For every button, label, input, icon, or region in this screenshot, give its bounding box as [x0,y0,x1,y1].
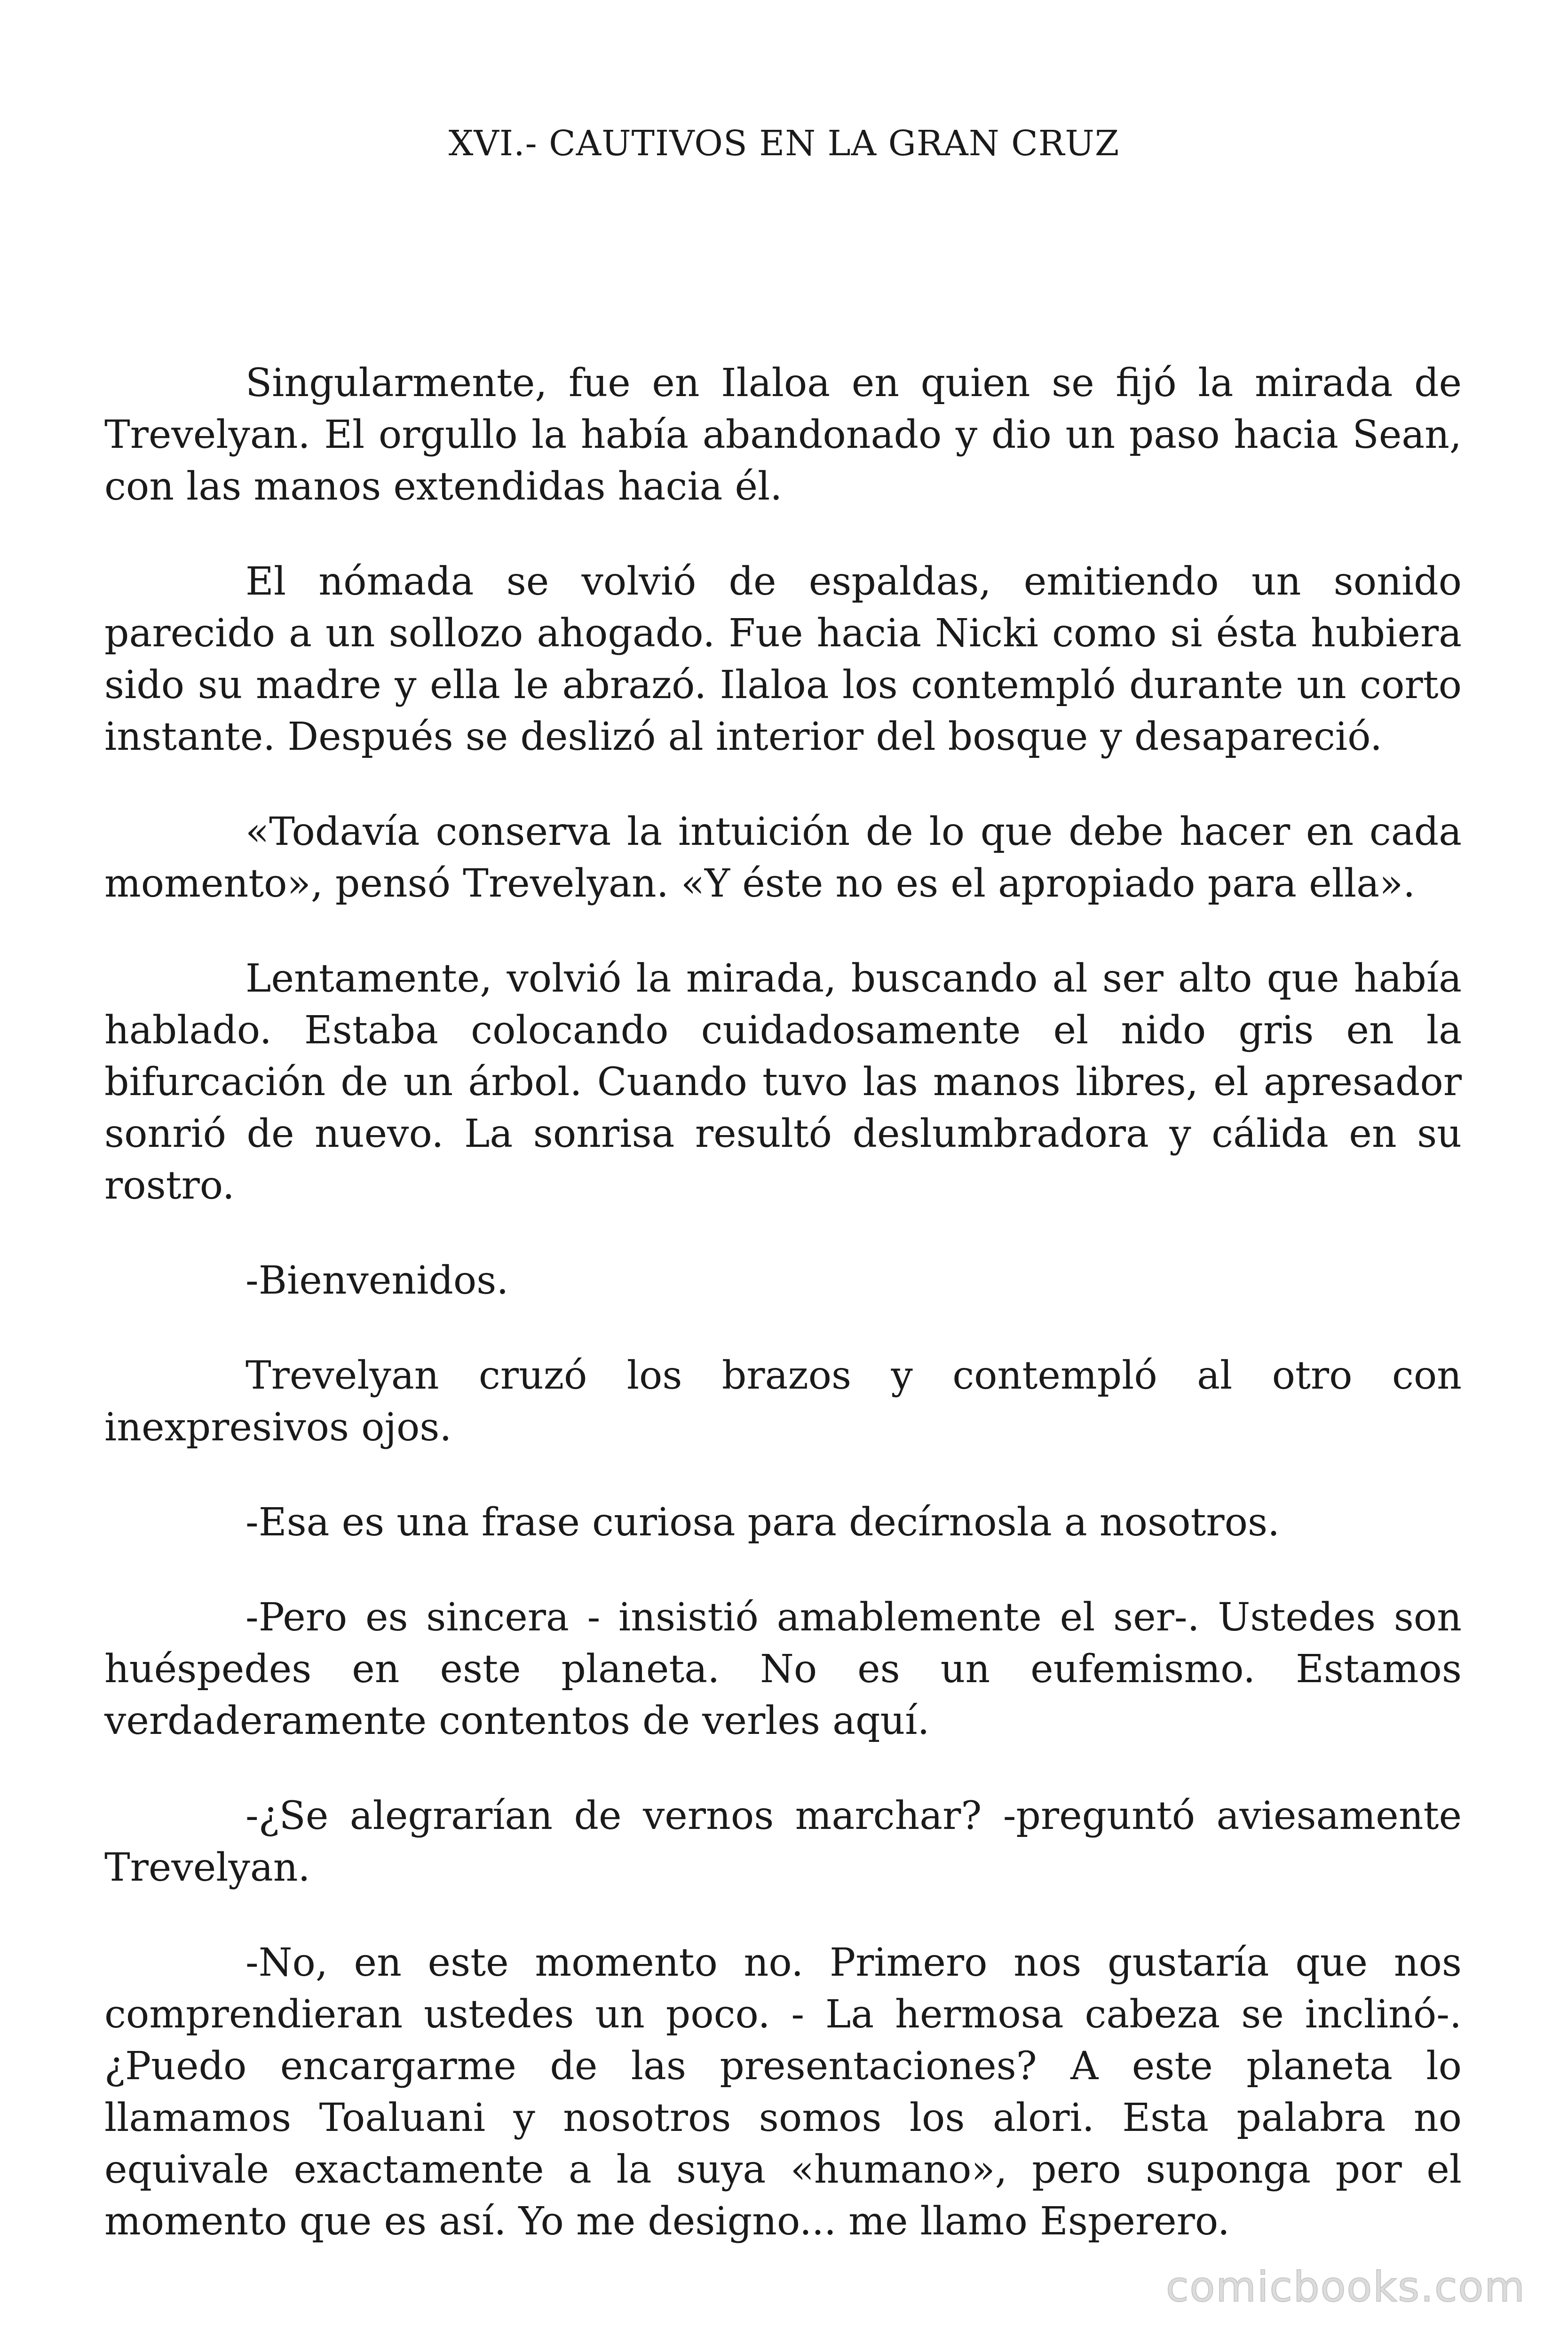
paragraph: -Esa es una frase curiosa para decírnosla a nosotros. [245,1500,1280,1545]
paragraph: -No, en este momento no. Primero nos gustaría que nos comprendieran ustedes un poco. - La hermosa cabeza se inclinó-. ¿Puedo encargarme de las presentaciones? A este planeta lo llamamos Toaluani y nosotros somos los alori. Esta palabra no equivale exactamente a la suya «humano», pero suponga por el momento que es así. Yo me designo... me llamo Esperero. [104,1940,1462,2244]
paragraph: Trevelyan cruzó los brazos y contempló al otro con inexpresivos ojos. [104,1353,1462,1450]
chapter-title: XVI.- CAUTIVOS EN LA GRAN CRUZ [448,123,1120,164]
paragraph: «Todavía conserva la intuición de lo que debe hacer en cada momento», pensó Trevelyan. «Y éste no es el apropiado para ella». [104,810,1462,906]
paragraph: -Pero es sincera - insistió amablemente el ser-. Ustedes son huéspedes en este planeta. No es un eufemismo. Estamos verdaderamente contentos de verles aquí. [104,1595,1462,1743]
paragraph: El nómada se volvió de espaldas, emitiendo un sonido parecido a un sollozo ahogado. Fue hacia Nicki como si ésta hubiera sido su madre y ella le abrazó. Ilaloa los contempló durante un corto instante. Después se deslizó al interior del bosque y desapareció. [104,559,1462,759]
paragraph: Singularmente, fue en Ilaloa en quien se fijó la mirada de Trevelyan. El orgullo la había abandonado y dio un paso hacia Sean, con las manos extendidas hacia él. [104,361,1462,509]
paragraph: -Bienvenidos. [245,1258,509,1303]
paragraph: Lentamente, volvió la mirada, buscando al ser alto que había hablado. Estaba colocando cuidadosamente el nido gris en la bifurcación de un árbol. Cuando tuvo las manos libres, el apresador sonrió de nuevo. La sonrisa resultó deslumbradora y cálida en su rostro. [104,956,1462,1208]
chapter-body [104,358,1462,2291]
watermark: comicbooks.com [1165,2263,1526,2311]
paragraph: -¿Se alegrarían de vernos marchar? -preguntó aviesamente Trevelyan. [104,1794,1462,1890]
